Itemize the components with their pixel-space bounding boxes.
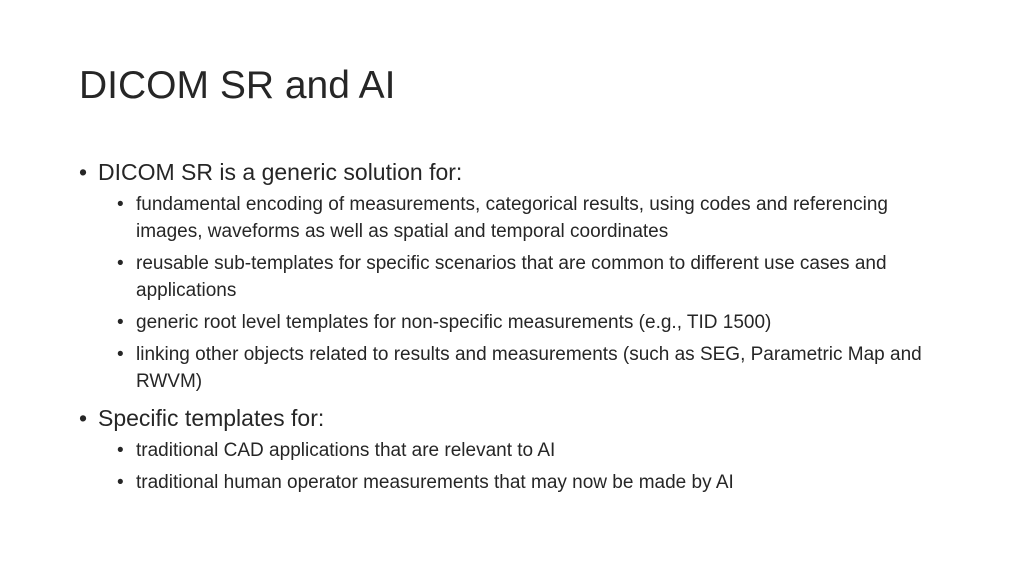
bullet-icon: • [117, 253, 124, 274]
sub-bullet-item [117, 437, 959, 464]
sub-bullet-item [117, 191, 959, 245]
sub-bullet-list [117, 191, 959, 395]
bullet-icon: • [79, 159, 88, 185]
sub-bullet-item [117, 469, 959, 496]
bullet-icon: • [117, 344, 124, 365]
bullet-icon: • [117, 194, 124, 215]
bullet-icon: • [117, 312, 124, 333]
bullet-item-specific-templates [79, 403, 959, 433]
sub-bullet-item [117, 250, 959, 304]
bullet-text: DICOM SR is a generic solution for: [98, 159, 463, 185]
sub-bullet-text: traditional human operator measurements that may now be made by AI [136, 472, 734, 493]
bullet-icon: • [117, 472, 124, 493]
sub-bullet-item [117, 341, 959, 395]
bullet-content [79, 157, 959, 504]
bullet-item-generic-solution [79, 157, 959, 187]
sub-bullet-text: linking other objects related to results and measurements (such as SEG, Parametric Map and RWVM) [136, 344, 922, 392]
sub-bullet-list [117, 437, 959, 496]
sub-bullet-text: fundamental encoding of measurements, categorical results, using codes and referencing images, waveforms as well as spatial and temporal coordinates [136, 194, 888, 242]
sub-bullet-text: generic root level templates for non-specific measurements (e.g., TID 1500) [136, 312, 772, 333]
sub-bullet-text: reusable sub-templates for specific scenarios that are common to different use cases and applications [136, 253, 887, 301]
slide-title: DICOM SR and AI [79, 64, 396, 107]
bullet-icon: • [117, 440, 124, 461]
sub-bullet-item [117, 309, 959, 336]
sub-bullet-text: traditional CAD applications that are relevant to AI [136, 440, 556, 461]
bullet-text: Specific templates for: [98, 405, 325, 431]
bullet-icon: • [79, 405, 88, 431]
